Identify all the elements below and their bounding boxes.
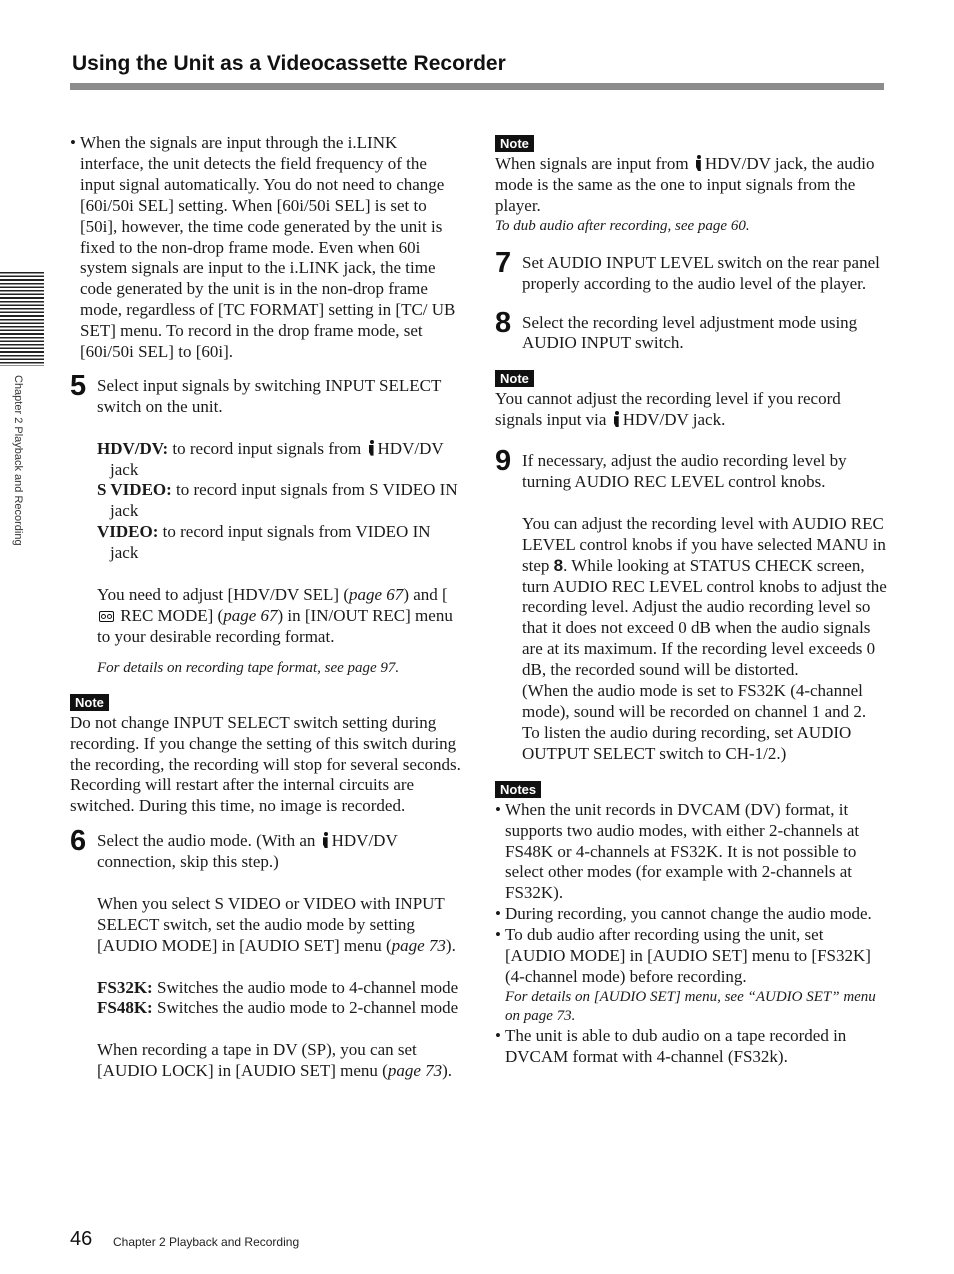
xref-audio-set: For details on [AUDIO SET] menu, see “AUDIO SET” menu on page 73.	[505, 988, 876, 1024]
page-number: 46	[70, 1228, 93, 1250]
note-recording-level	[495, 368, 887, 431]
audio-mode-text: When you select S VIDEO or VIDEO with INPUT SELECT switch, set the audio mode by setting [AUDIO MODE] in [AUDIO SET] menu (page 73).	[97, 893, 456, 955]
list-item: • To dub audio after recording using the unit, set [AUDIO MODE] in [AUDIO SET] menu to [FS32K] (4-channel mode) before recording. For details on [AUDIO SET] menu, see “AUDIO SET” menu on page 73.	[495, 925, 887, 1026]
step-text: If necessary, adjust the audio recording level by turning AUDIO REC LEVEL control knobs.	[522, 451, 847, 492]
tape-icon	[99, 611, 114, 622]
step-text: Select input signals by switching INPUT SELECT switch on the unit.	[97, 375, 442, 416]
ilink-icon	[368, 440, 375, 456]
rec-level-text: You can adjust the recording level with AUDIO REC LEVEL control knobs if you have selected MANU in step 8. While looking at STATUS CHECK screen, turn AUDIO REC LEVEL control knobs to adjust the recording level. Adjust the audio recording level so that it does not exceed 0 dB when the audio signals are at its maximum. If the recording level exceeds 0 dB, the recorded sound will be distorted.	[522, 513, 887, 680]
step-number: 8	[495, 306, 512, 339]
option-fs48k: FS48K: Switches the audio mode to 2-channel mode	[97, 998, 459, 1018]
ilink-icon	[322, 832, 329, 848]
option-svideo: S VIDEO: to record input signals from S VIDEO IN jack	[97, 480, 458, 521]
step-text: Select the audio mode. (With an HDV/DV connection, skip this step.)	[97, 831, 398, 872]
note-text: When signals are input from HDV/DV jack, the audio mode is the same as the one to input signals from the player.	[495, 154, 875, 215]
note-input-select	[70, 692, 462, 818]
chapter-side-label: Chapter 2 Playback and Recording	[12, 375, 24, 546]
fs32k-text: (When the audio mode is set to FS32K (4-channel mode), sound will be recorded on channel 1 and 2. To listen the audio during recording, set AUDIO OUTPUT SELECT switch to CH-1/2.)	[522, 681, 867, 763]
list-item: • When the unit records in DVCAM (DV) format, it supports two audio modes, with either 2-channels at FS48K or 4-channels at FS32K. It is not possible to select other modes (for example with 2-channels at FS32K).	[495, 799, 860, 903]
step-8	[495, 306, 887, 355]
note-audio-mode	[495, 133, 887, 236]
chapter-tab-marker	[0, 272, 44, 366]
note-text: Do not change INPUT SELECT switch setting during recording. If you change the setting of this switch during the recording, the recording will stop for several seconds. Recording will restart after the internal circuits are switched. During this time, no image is recorded.	[70, 712, 461, 816]
step-text: Select the recording level adjustment mode using AUDIO INPUT switch.	[522, 312, 858, 353]
step-6	[70, 825, 462, 1082]
header-rule	[70, 83, 884, 90]
format-adjust-text: You need to adjust [HDV/DV SEL] (page 67) and [ REC MODE] (page 67) in [IN/OUT REC] menu to your desirable recording format.	[97, 585, 453, 646]
left-column	[70, 133, 462, 1082]
notes-label: Notes	[495, 781, 541, 798]
step-9	[495, 445, 887, 765]
ilink-icon	[695, 155, 702, 171]
step-number: 5	[70, 369, 87, 402]
option-hdvdv: HDV/DV: to record input signals from HDV/DV jack	[97, 438, 444, 479]
audio-lock-text: When recording a tape in DV (SP), you can set [AUDIO LOCK] in [AUDIO SET] menu (page 73).	[97, 1040, 453, 1081]
list-item: • During recording, you cannot change the audio mode.	[495, 904, 872, 924]
ilink-icon	[613, 411, 620, 427]
step-number: 7	[495, 246, 512, 279]
step-5	[70, 369, 462, 678]
notes-audio	[495, 779, 887, 1068]
page-title: Using the Unit as a Videocassette Recorder	[72, 52, 506, 75]
step-number: 9	[495, 445, 512, 478]
note-label: Note	[495, 135, 534, 152]
note-label: Note	[70, 694, 109, 711]
step-7	[495, 246, 887, 295]
bullet-ilink-info: • When the signals are input through the i.LINK interface, the unit detects the field frequency of the input signal automatically. You do not need to change [60i/50i SEL] setting. When [60i/50i SEL] is set to [50i], however, the time code generated by the unit is fixed to the non-drop frame mode. Even when 60i system signals are input to the i.LINK jack, the time code generated by the unit is in the non-drop frame mode, regardless of [TC FORMAT] setting in [TC/ UB SET] menu. To record in the drop frame mode, set [60i/50i SEL] to [60i].	[70, 133, 456, 362]
note-text: You cannot adjust the recording level if you record signals input via HDV/DV jack.	[495, 389, 841, 430]
option-video: VIDEO: to record input signals from VIDEO IN jack	[97, 522, 431, 563]
step-number: 6	[70, 825, 87, 858]
xref-tape-format: For details on recording tape format, see page 97.	[97, 659, 400, 676]
xref-dub-audio: To dub audio after recording, see page 60.	[495, 217, 750, 234]
option-fs32k: FS32K: Switches the audio mode to 4-channel mode	[97, 977, 459, 997]
right-column	[495, 133, 887, 1068]
note-label: Note	[495, 370, 534, 387]
step-text: Set AUDIO INPUT LEVEL switch on the rear panel properly according to the audio level of the player.	[522, 252, 880, 293]
footer-chapter: Chapter 2 Playback and Recording	[113, 1235, 300, 1249]
list-item: • The unit is able to dub audio on a tape recorded in DVCAM format with 4-channel (FS32k).	[495, 1025, 847, 1066]
